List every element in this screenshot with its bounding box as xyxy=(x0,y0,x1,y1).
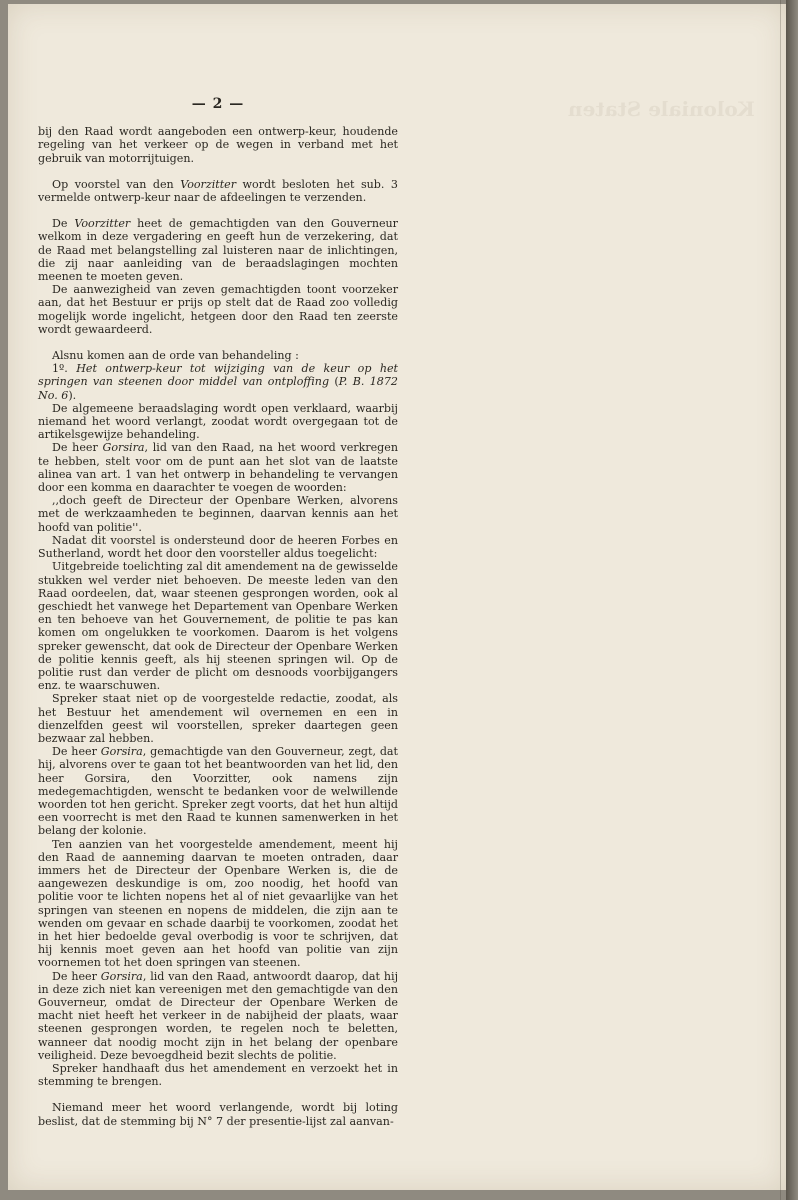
bleed-through-text: Koloniale Staten xyxy=(568,97,755,121)
paragraph: De Voorzitter heet de gemachtigden van den Gouverneur welkom in deze vergadering en geeft hun de verzekering, dat de Raad met belangstelling zal luisteren naar de inlichtingen, die zij naar aanleiding van de beraadslagingen mochten meenen te moeten geven. xyxy=(38,217,398,284)
page-edge-shadow xyxy=(786,0,798,1200)
paragraph: De heer Gorsira, lid van den Raad, na het woord verkregen te hebben, stelt voor om de punt aan het slot van de laatste alinea van art. 1 van het ontwerp in behandeling te vervangen door een komma en daarachter te voegen de woorden: xyxy=(38,441,398,495)
italic-text: Voorzitter xyxy=(74,217,131,231)
page-number: — 2 — xyxy=(191,96,245,112)
paragraph: Spreker handhaaft dus het amendement en verzoekt het in stemming te brengen. xyxy=(38,1062,398,1089)
paragraph: Ten aanzien van het voorgestelde amendement, meent hij den Raad de aanneming daarvan te moeten ontraden, daar immers het de Directeur der Openbare Werken is, die de aangewezen deskundige is om, zoo noodig, het hoofd van politie voor te lichten nopens het al of niet gevaarlijke van het springen van steenen en nopens de middelen, die zijn aan te wenden om gevaar en schade daarbij te voorkomen, zoodat het in het hier bedoelde geval overbodig is voor te schrijven, dat hij kennis moet geven aan het hoofd van politie van zijn voornemen tot het doen springen van steenen. xyxy=(38,837,398,970)
page-fold-line xyxy=(780,0,781,1200)
paragraph: Op voorstel van den Voorzitter wordt besloten het sub. 3 vermelde ontwerp-keur naar de afdeelingen te verzenden. xyxy=(38,177,398,205)
paragraph: Alsnu komen aan de orde van behandeling : xyxy=(52,349,299,363)
paragraph: De heer Gorsira, lid van den Raad, antwoordt daarop, dat hij in deze zich niet kan vereenigen met den gemachtigde van den Gouverneur, omdat de Directeur der Openbare Werken de macht niet heeft het verkeer in de nabijheid der plaats, waar steenen gesprongen worden, te regelen noch te beletten, wanneer dat noodig mocht zijn in het belang der openbare veiligheid. Deze bevoegdheid bezit slechts de politie. xyxy=(38,969,399,1062)
italic-text: Gorsira xyxy=(100,969,143,983)
italic-text: Voorzitter xyxy=(180,177,237,191)
italic-text: Gorsira xyxy=(102,441,145,455)
document-body xyxy=(38,98,398,1128)
paragraph-gap xyxy=(38,204,398,217)
paragraph: ,,doch geeft de Directeur der Openbare Werken, alvorens met de werkzaamheden te beginnen, daarvan kennis aan het hoofd van politie''. xyxy=(38,494,398,534)
paragraph: De aanwezigheid van zeven gemachtigden toont voorzeker aan, dat het Bestuur er prijs op stelt dat de Raad zoo volledig mogelijk worde ingelicht, hetgeen door den Raad ten zeerste wordt gewaardeerd. xyxy=(38,283,398,336)
paragraph-gap xyxy=(38,336,398,349)
paragraph: 1º. Het ontwerp-keur tot wijziging van de keur op het springen van steenen door middel van ontploffing (P. B. 1872 No. 6). xyxy=(38,362,399,402)
paragraph: Uitgebreide toelichting zal dit amendement na de gewisselde stukken wel verder niet behoeven. De meeste leden van den Raad oordeelen, dat, waar steenen gesprongen worden, ook al geschiedt het vanwege het Departement van Openbare Werken en ten behoeve van het Gouvernement, de politie te pas kan komen om ongelukken te voorkomen. Daarom is het volgens spreker gewenscht, dat ook de Directeur der Openbare Werken de politie kennis geeft, als hij steenen springen wil. Op de politie rust dan verder de plicht om desnoods voorbijgangers enz. te waarschuwen. xyxy=(38,560,398,693)
paragraph: De algemeene beraadslaging wordt open verklaard, waarbij niemand het woord verlangt, zoodat wordt overgegaan tot de artikelsgewijze behandeling. xyxy=(38,401,398,442)
italic-text: Gorsira xyxy=(100,745,143,759)
paragraph-gap xyxy=(38,1088,398,1101)
italic-text: Het ontwerp-keur tot wijziging van de keur op het springen van steenen door middel van ontploffing xyxy=(38,362,399,389)
paragraph: Niemand meer het woord verlangende, wordt bij loting beslist, dat de stemming bij N° 7 der presentie-lijst zal aanvan- xyxy=(38,1101,398,1128)
paragraph: Spreker staat niet op de voorgestelde redactie, zoodat, als het Bestuur het amendement wil overnemen en een in dienzelfden geest wil voorstellen, spreker daartegen geen bezwaar zal hebben. xyxy=(38,692,398,745)
paragraph: Nadat dit voorstel is ondersteund door de heeren Forbes en Sutherland, wordt het door den voorsteller aldus toegelicht: xyxy=(38,533,398,561)
paragraph: De heer Gorsira, gemachtigde van den Gouverneur, zegt, dat hij, alvorens over te gaan tot het beantwoorden van het lid, den heer Gorsira, den Voorzitter, ook namens zijn medegemachtigden, wenscht te bedanken voor de welwillende woorden tot hen gericht. Spreker zegt voorts, dat het hun altijd een voorrecht is met den Raad te kunnen samenwerken in het belang der kolonie. xyxy=(38,745,398,838)
italic-text: P. B. 1872 No. 6 xyxy=(38,375,398,402)
paragraph: bij den Raad wordt aangeboden een ontwerp-keur, houdende regeling van het verkeer op de wegen in verband met het gebruik van motorrijtuigen. xyxy=(38,125,398,165)
paragraph-gap xyxy=(38,165,398,178)
text-blocks xyxy=(38,125,398,1128)
